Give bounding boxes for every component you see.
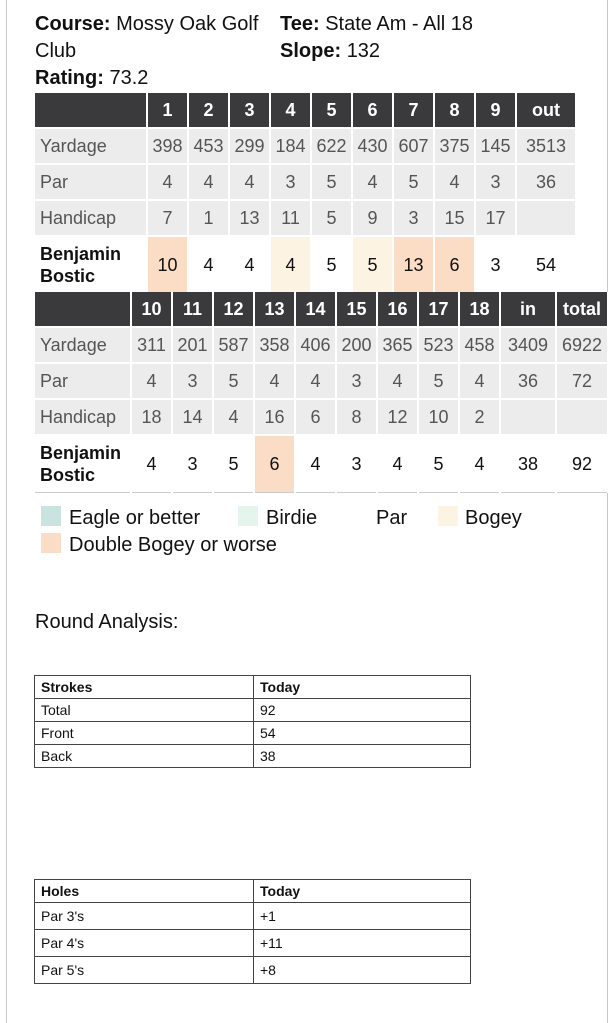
in-header: in — [500, 292, 556, 327]
strokes-table — [34, 675, 471, 768]
yardage-cell: 365 — [377, 327, 418, 363]
handicap-cell — [516, 200, 576, 236]
slope-label: Slope: — [280, 40, 342, 62]
front-handicap-row — [35, 200, 576, 236]
yardage-cell: 607 — [393, 128, 434, 164]
bogey-swatch — [438, 506, 458, 526]
score-cell: 6 — [434, 236, 475, 294]
hole-number: 9 — [475, 93, 516, 128]
par-cell: 4 — [352, 164, 393, 200]
double-bogey-label: Double Bogey or worse — [69, 534, 277, 556]
row-label: Par 3's — [35, 903, 254, 930]
hole-number: 16 — [377, 292, 418, 327]
par-cell: 36 — [500, 363, 556, 399]
handicap-cell: 8 — [336, 399, 377, 435]
par-cell: 4 — [295, 363, 336, 399]
row-label: Handicap — [35, 200, 147, 236]
row-label: Par — [35, 363, 131, 399]
round-analysis-title: Round Analysis: — [35, 611, 179, 633]
row-label: Par 5's — [35, 957, 254, 984]
score-total-cell: 92 — [556, 435, 608, 493]
rating-value: 73.2 — [109, 67, 149, 89]
score-cell: 5 — [352, 236, 393, 294]
tee-info — [280, 11, 540, 38]
yardage-cell: 311 — [131, 327, 172, 363]
yardage-cell: 398 — [147, 128, 188, 164]
hole-number: 13 — [254, 292, 295, 327]
front-yardage-row — [35, 128, 576, 164]
row-label: Total — [35, 699, 254, 722]
hole-number: 6 — [352, 93, 393, 128]
row-value: +1 — [254, 903, 471, 930]
handicap-cell: 1 — [188, 200, 229, 236]
score-cell: 4 — [295, 435, 336, 493]
par-cell: 4 — [188, 164, 229, 200]
yardage-cell: 587 — [213, 327, 254, 363]
course-info — [35, 11, 280, 65]
bogey-label: Bogey — [465, 507, 522, 529]
score-cell: 5 — [311, 236, 352, 294]
row-label: Par 4's — [35, 930, 254, 957]
score-cell: 5 — [213, 435, 254, 493]
score-cell: 4 — [131, 435, 172, 493]
par-cell: 5 — [311, 164, 352, 200]
hole-number: 12 — [213, 292, 254, 327]
course-value: Mossy Oak Golf Club — [35, 13, 259, 62]
handicap-cell: 13 — [229, 200, 270, 236]
front-nine-table — [35, 93, 577, 294]
score-total-cell: 54 — [516, 236, 576, 294]
row-value: +8 — [254, 957, 471, 984]
yardage-cell: 375 — [434, 128, 475, 164]
hole-number: 11 — [172, 292, 213, 327]
par-cell: 5 — [393, 164, 434, 200]
birdie-swatch — [238, 506, 258, 526]
table-row — [35, 930, 471, 957]
back-hole-row — [35, 292, 608, 327]
row-label: Par — [35, 164, 147, 200]
handicap-cell: 11 — [270, 200, 311, 236]
par-cell: 3 — [270, 164, 311, 200]
par-cell: 4 — [254, 363, 295, 399]
holes-table — [34, 879, 471, 984]
strokes-header-row — [35, 676, 471, 699]
score-cell: 3 — [336, 435, 377, 493]
hole-number: 14 — [295, 292, 336, 327]
eagle-label: Eagle or better — [69, 507, 201, 529]
back-handicap-row — [35, 399, 608, 435]
row-label: Handicap — [35, 399, 131, 435]
hole-number: 17 — [418, 292, 459, 327]
handicap-cell: 17 — [475, 200, 516, 236]
yardage-cell: 184 — [270, 128, 311, 164]
yardage-cell: 6922 — [556, 327, 608, 363]
hole-number: 15 — [336, 292, 377, 327]
par-cell: 4 — [131, 363, 172, 399]
table-row — [35, 722, 471, 745]
hole-number: 8 — [434, 93, 475, 128]
par-label: Par — [376, 507, 408, 529]
hole-number: 2 — [188, 93, 229, 128]
rating-info — [35, 65, 148, 92]
back-par-row — [35, 363, 608, 399]
rating-label: Rating: — [35, 67, 104, 89]
player-name: Benjamin Bostic — [35, 435, 131, 493]
par-cell: 5 — [418, 363, 459, 399]
total-header: total — [556, 292, 608, 327]
handicap-cell: 2 — [459, 399, 500, 435]
holes-col-header: Holes — [35, 880, 254, 903]
tee-value: State Am - All 18 — [325, 13, 474, 35]
strokes-col-header: Strokes — [35, 676, 254, 699]
par-cell: 5 — [213, 363, 254, 399]
row-value: 54 — [254, 722, 471, 745]
out-header: out — [516, 93, 576, 128]
yardage-cell: 3513 — [516, 128, 576, 164]
table-row — [35, 903, 471, 930]
course-label: Course: — [35, 13, 111, 35]
score-cell: 4 — [459, 435, 500, 493]
hole-number: 4 — [270, 93, 311, 128]
score-cell: 10 — [147, 236, 188, 294]
par-cell: 4 — [459, 363, 500, 399]
score-cell: 13 — [393, 236, 434, 294]
row-label: Yardage — [35, 327, 131, 363]
score-cell: 4 — [377, 435, 418, 493]
back-header-blank — [35, 292, 131, 327]
back-player-row — [35, 435, 608, 493]
hole-number: 1 — [147, 93, 188, 128]
par-cell: 36 — [516, 164, 576, 200]
eagle-swatch — [41, 506, 61, 526]
handicap-cell: 14 — [172, 399, 213, 435]
handicap-cell — [500, 399, 556, 435]
yardage-cell: 430 — [352, 128, 393, 164]
handicap-cell: 5 — [311, 200, 352, 236]
today-col-header: Today — [254, 676, 471, 699]
yardage-cell: 622 — [311, 128, 352, 164]
tee-label: Tee: — [280, 13, 320, 35]
par-cell: 72 — [556, 363, 608, 399]
slope-info — [280, 38, 380, 65]
handicap-cell — [556, 399, 608, 435]
par-cell: 4 — [147, 164, 188, 200]
hole-number: 5 — [311, 93, 352, 128]
handicap-cell: 16 — [254, 399, 295, 435]
handicap-cell: 9 — [352, 200, 393, 236]
back-nine-table — [35, 292, 609, 493]
handicap-cell: 4 — [213, 399, 254, 435]
yardage-cell: 453 — [188, 128, 229, 164]
front-player-row — [35, 236, 576, 294]
front-hole-row — [35, 93, 576, 128]
yardage-cell: 358 — [254, 327, 295, 363]
yardage-cell: 145 — [475, 128, 516, 164]
score-cell: 3 — [172, 435, 213, 493]
yardage-cell: 406 — [295, 327, 336, 363]
score-cell: 4 — [229, 236, 270, 294]
handicap-cell: 10 — [418, 399, 459, 435]
handicap-cell: 15 — [434, 200, 475, 236]
holes-header-row — [35, 880, 471, 903]
yardage-cell: 458 — [459, 327, 500, 363]
row-value: +11 — [254, 930, 471, 957]
score-cell: 4 — [270, 236, 311, 294]
par-cell: 4 — [229, 164, 270, 200]
score-cell: 5 — [418, 435, 459, 493]
handicap-cell: 18 — [131, 399, 172, 435]
par-cell: 4 — [377, 363, 418, 399]
player-name: Benjamin Bostic — [35, 236, 147, 294]
yardage-cell: 201 — [172, 327, 213, 363]
score-total-cell: 38 — [500, 435, 556, 493]
back-yardage-row — [35, 327, 608, 363]
yardage-cell: 200 — [336, 327, 377, 363]
hole-number: 10 — [131, 292, 172, 327]
handicap-cell: 12 — [377, 399, 418, 435]
hole-number: 3 — [229, 93, 270, 128]
score-cell: 3 — [475, 236, 516, 294]
score-cell: 4 — [188, 236, 229, 294]
yardage-cell: 299 — [229, 128, 270, 164]
birdie-label: Birdie — [266, 507, 318, 529]
yardage-cell: 523 — [418, 327, 459, 363]
par-cell: 3 — [172, 363, 213, 399]
today-col-header: Today — [254, 880, 471, 903]
hole-number: 18 — [459, 292, 500, 327]
table-row — [35, 745, 471, 768]
table-row — [35, 957, 471, 984]
handicap-cell: 3 — [393, 200, 434, 236]
row-value: 92 — [254, 699, 471, 722]
table-row — [35, 699, 471, 722]
row-label: Back — [35, 745, 254, 768]
front-header-blank — [35, 93, 147, 128]
yardage-cell: 3409 — [500, 327, 556, 363]
slope-value: 132 — [346, 40, 381, 62]
row-label: Yardage — [35, 128, 147, 164]
par-cell: 3 — [336, 363, 377, 399]
score-cell: 6 — [254, 435, 295, 493]
front-par-row — [35, 164, 576, 200]
row-value: 38 — [254, 745, 471, 768]
handicap-cell: 6 — [295, 399, 336, 435]
hole-number: 7 — [393, 93, 434, 128]
double-bogey-swatch — [41, 533, 61, 553]
par-cell: 4 — [434, 164, 475, 200]
row-label: Front — [35, 722, 254, 745]
handicap-cell: 7 — [147, 200, 188, 236]
par-cell: 3 — [475, 164, 516, 200]
